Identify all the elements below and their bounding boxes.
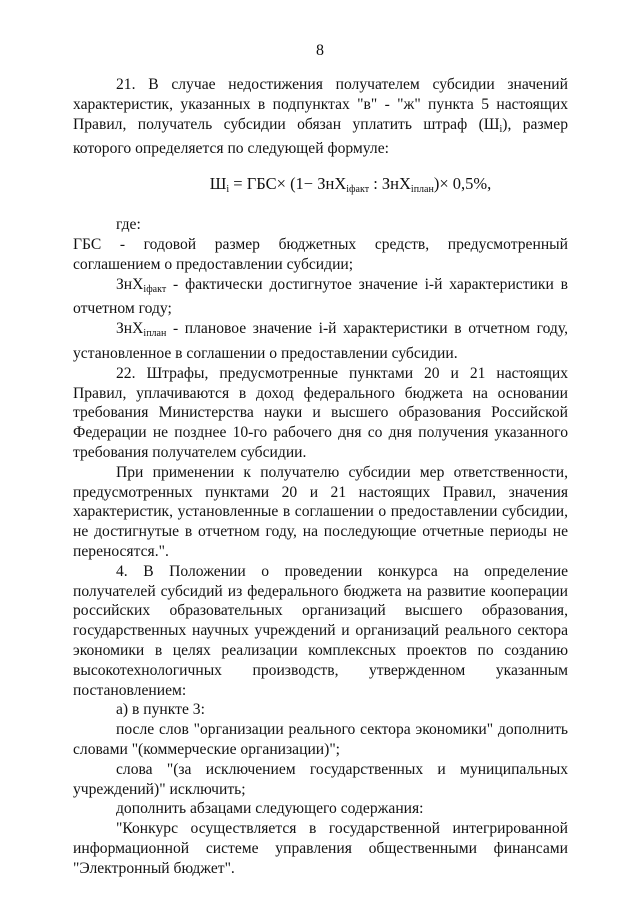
paragraph-gbs: ГБС - годовой размер бюджетных средств, предусмотренный соглашением о предоставлении субсидии; (73, 235, 568, 273)
paragraph-4a-3: дополнить абзацами следующего содержания: (116, 800, 424, 818)
paragraph-21 (73, 75, 568, 159)
paragraph-4a-4: "Конкурс осуществляется в государственной интегрированной информационной системе управления общественными финансами "Электронный бюджет". (73, 820, 568, 877)
znx-plan-subscript: iплан (143, 328, 167, 340)
formula-part-3: )× 0,5%, (433, 174, 492, 194)
paragraph-4: 4. В Положении о проведении конкурса на определение получателей субсидий из федерального бюджета на развитие кооперации российских образовательных организаций высшего образования, государственных научных учреждений и организаций реального сектора экономики в целях реализации комплексных проектов по созданию высокотехнологичных производств, утвержденном указанным постановлением: (73, 562, 568, 699)
page-number: 8 (316, 42, 324, 59)
paragraph-znx-plan (73, 319, 568, 364)
paragraph-22: 22. Штрафы, предусмотренные пунктами 20 и 21 настоящих Правил, уплачиваются в доход федерального бюджета на основании требования Министерства науки и высшего образования Российской Федерации не позднее 10-го рабочего дня со дня получения указанного требования получателем субсидии. (73, 364, 568, 461)
formula-lhs-subscript: i (226, 184, 230, 196)
znx-fact-subscript: iфакт (143, 283, 167, 295)
paragraph-znx-fact (73, 275, 568, 320)
formula-subscript-plan: iплан (410, 184, 434, 196)
formula-lhs: Ш (209, 174, 227, 194)
paragraph-4a-1: после слов "организации реального сектора экономики" дополнить словами "(коммерческие организации)"; (73, 721, 568, 758)
paragraph-4a: а) в пункте 3: (116, 701, 205, 719)
znx-fact-term: ЗнХ (116, 275, 144, 293)
znx-plan-definition: - плановое значение i-й характеристики в отчетном году, установленное в соглашении о предоставлении субсидии. (73, 320, 568, 362)
paragraph-21-text: 21. В случае недостижения получателем субсидии значений характеристик, указанных в подпунктах "в" - "ж" пункта 5 настоящих Правил, получатель субсидии обязан уплатить штраф (Ш (73, 76, 568, 133)
paragraph-where: где: (116, 216, 141, 234)
document-body (73, 75, 568, 878)
znx-fact-definition: - фактически достигнутое значение i-й характеристики в отчетном году; (73, 275, 568, 318)
formula-part-1: = ГБС× (1− ЗнХ (229, 174, 347, 194)
paragraph-21-subscript: i (499, 123, 503, 135)
penalty-formula (73, 173, 568, 201)
paragraph-22-continued: При применении к получателю субсидии мер ответственности, предусмотренных пунктами 20 и 21 настоящих Правил, значения характеристик, установленные в соглашении о предоставлении субсидии, не достигнутые в отчетном году, на последующие отчетные периоды не переносятся.". (73, 463, 568, 560)
paragraph-21-text-end: ), размер которого определяется по следующей формуле: (73, 115, 568, 158)
formula-part-2: : ЗнХ (369, 174, 411, 194)
paragraph-4a-2: слова "(за исключением государственных и муниципальных учреждений)" исключить; (73, 760, 568, 798)
formula-subscript-fact: iфакт (346, 184, 370, 196)
znx-plan-term: ЗнХ (116, 320, 144, 338)
